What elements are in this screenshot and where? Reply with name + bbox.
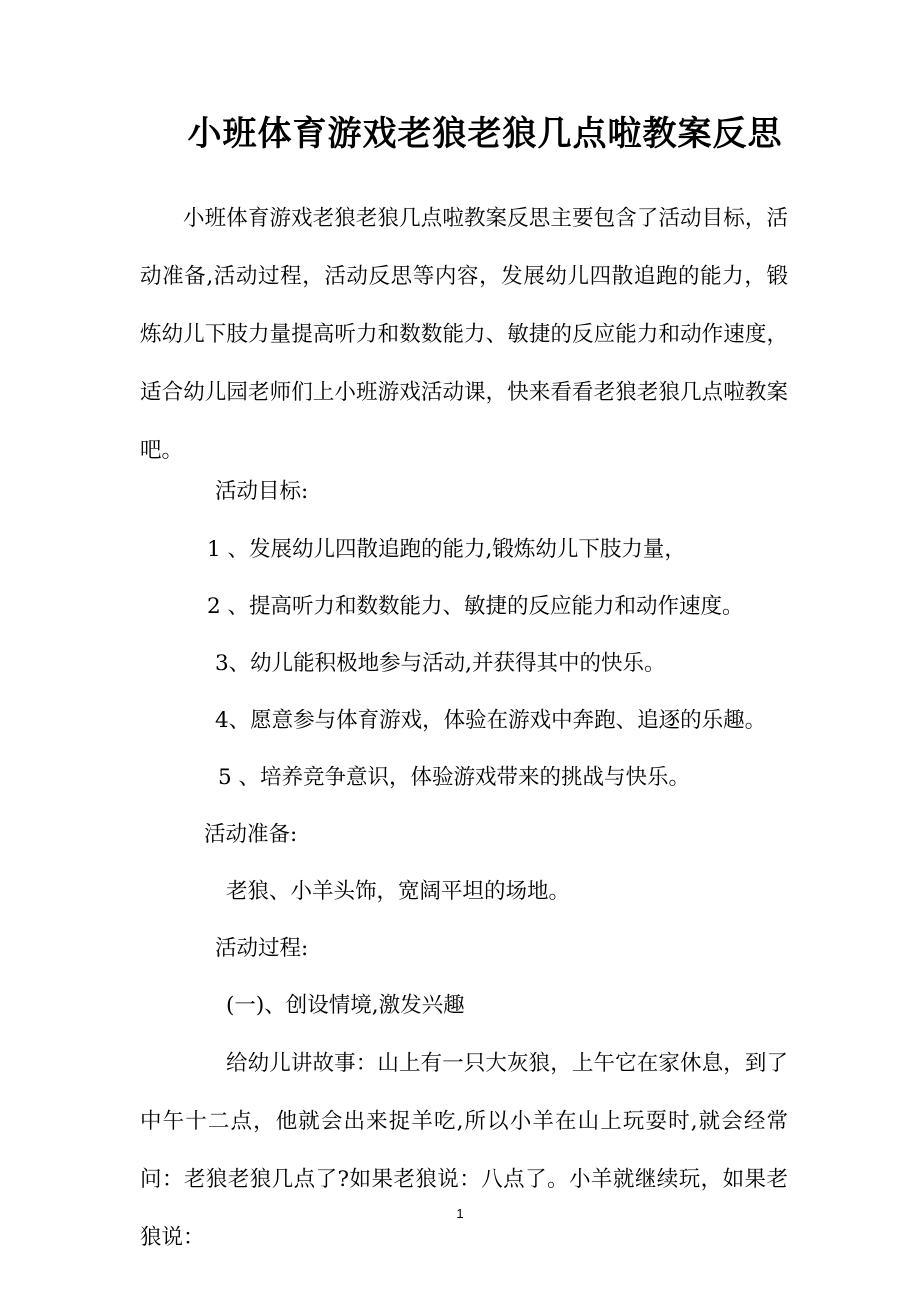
intro-paragraph: 小班体育游戏老狼老狼几点啦教案反思主要包含了活动目标，活动准备,活动过程，活动反思等内容，发展幼儿四散追跑的能力，锻炼幼儿下肢力量提高听力和数数能力、敏捷的反应能力和动作速度，适合幼儿园老师们上小班游戏活动课，快来看看老狼老狼几点啦教案吧。 bbox=[140, 206, 788, 463]
goal-item-1: 1 、发展幼儿四散追跑的能力,锻炼幼儿下肢力量， bbox=[207, 537, 686, 562]
prep-text: 老狼、小羊头饰，宽阔平坦的场地。 bbox=[226, 879, 571, 904]
step1-heading: (一)、创设情境,激发兴趣 bbox=[226, 993, 465, 1018]
goal-item-4: 4、愿意参与体育游戏，体验在游戏中奔跑、追逐的乐趣。 bbox=[215, 708, 767, 733]
prep-heading: 活动准备: bbox=[204, 822, 298, 847]
goal-item-2: 2 、提高听力和数数能力、敏捷的反应能力和动作速度。 bbox=[207, 594, 744, 619]
document-title: 小班体育游戏老狼老狼几点啦教案反思 bbox=[187, 114, 783, 154]
goal-item-3: 3、幼儿能积极地参与活动,并获得其中的快乐。 bbox=[215, 651, 666, 676]
page-number: 1 bbox=[456, 1206, 464, 1221]
goals-heading: 活动目标: bbox=[215, 479, 309, 504]
story-paragraph: 给幼儿讲故事：山上有一只大灰狼，上午它在家休息，到了中午十二点，他就会出来捉羊吃,所以小羊在山上玩耍时,就会经常问：老狼老狼几点了?如果老狼说：八点了。小羊就继续玩，如果老狼说： bbox=[140, 1051, 788, 1250]
process-heading: 活动过程: bbox=[215, 936, 309, 961]
goal-item-5: 5 、培养竞争意识，体验游戏带来的挑战与快乐。 bbox=[218, 765, 691, 790]
